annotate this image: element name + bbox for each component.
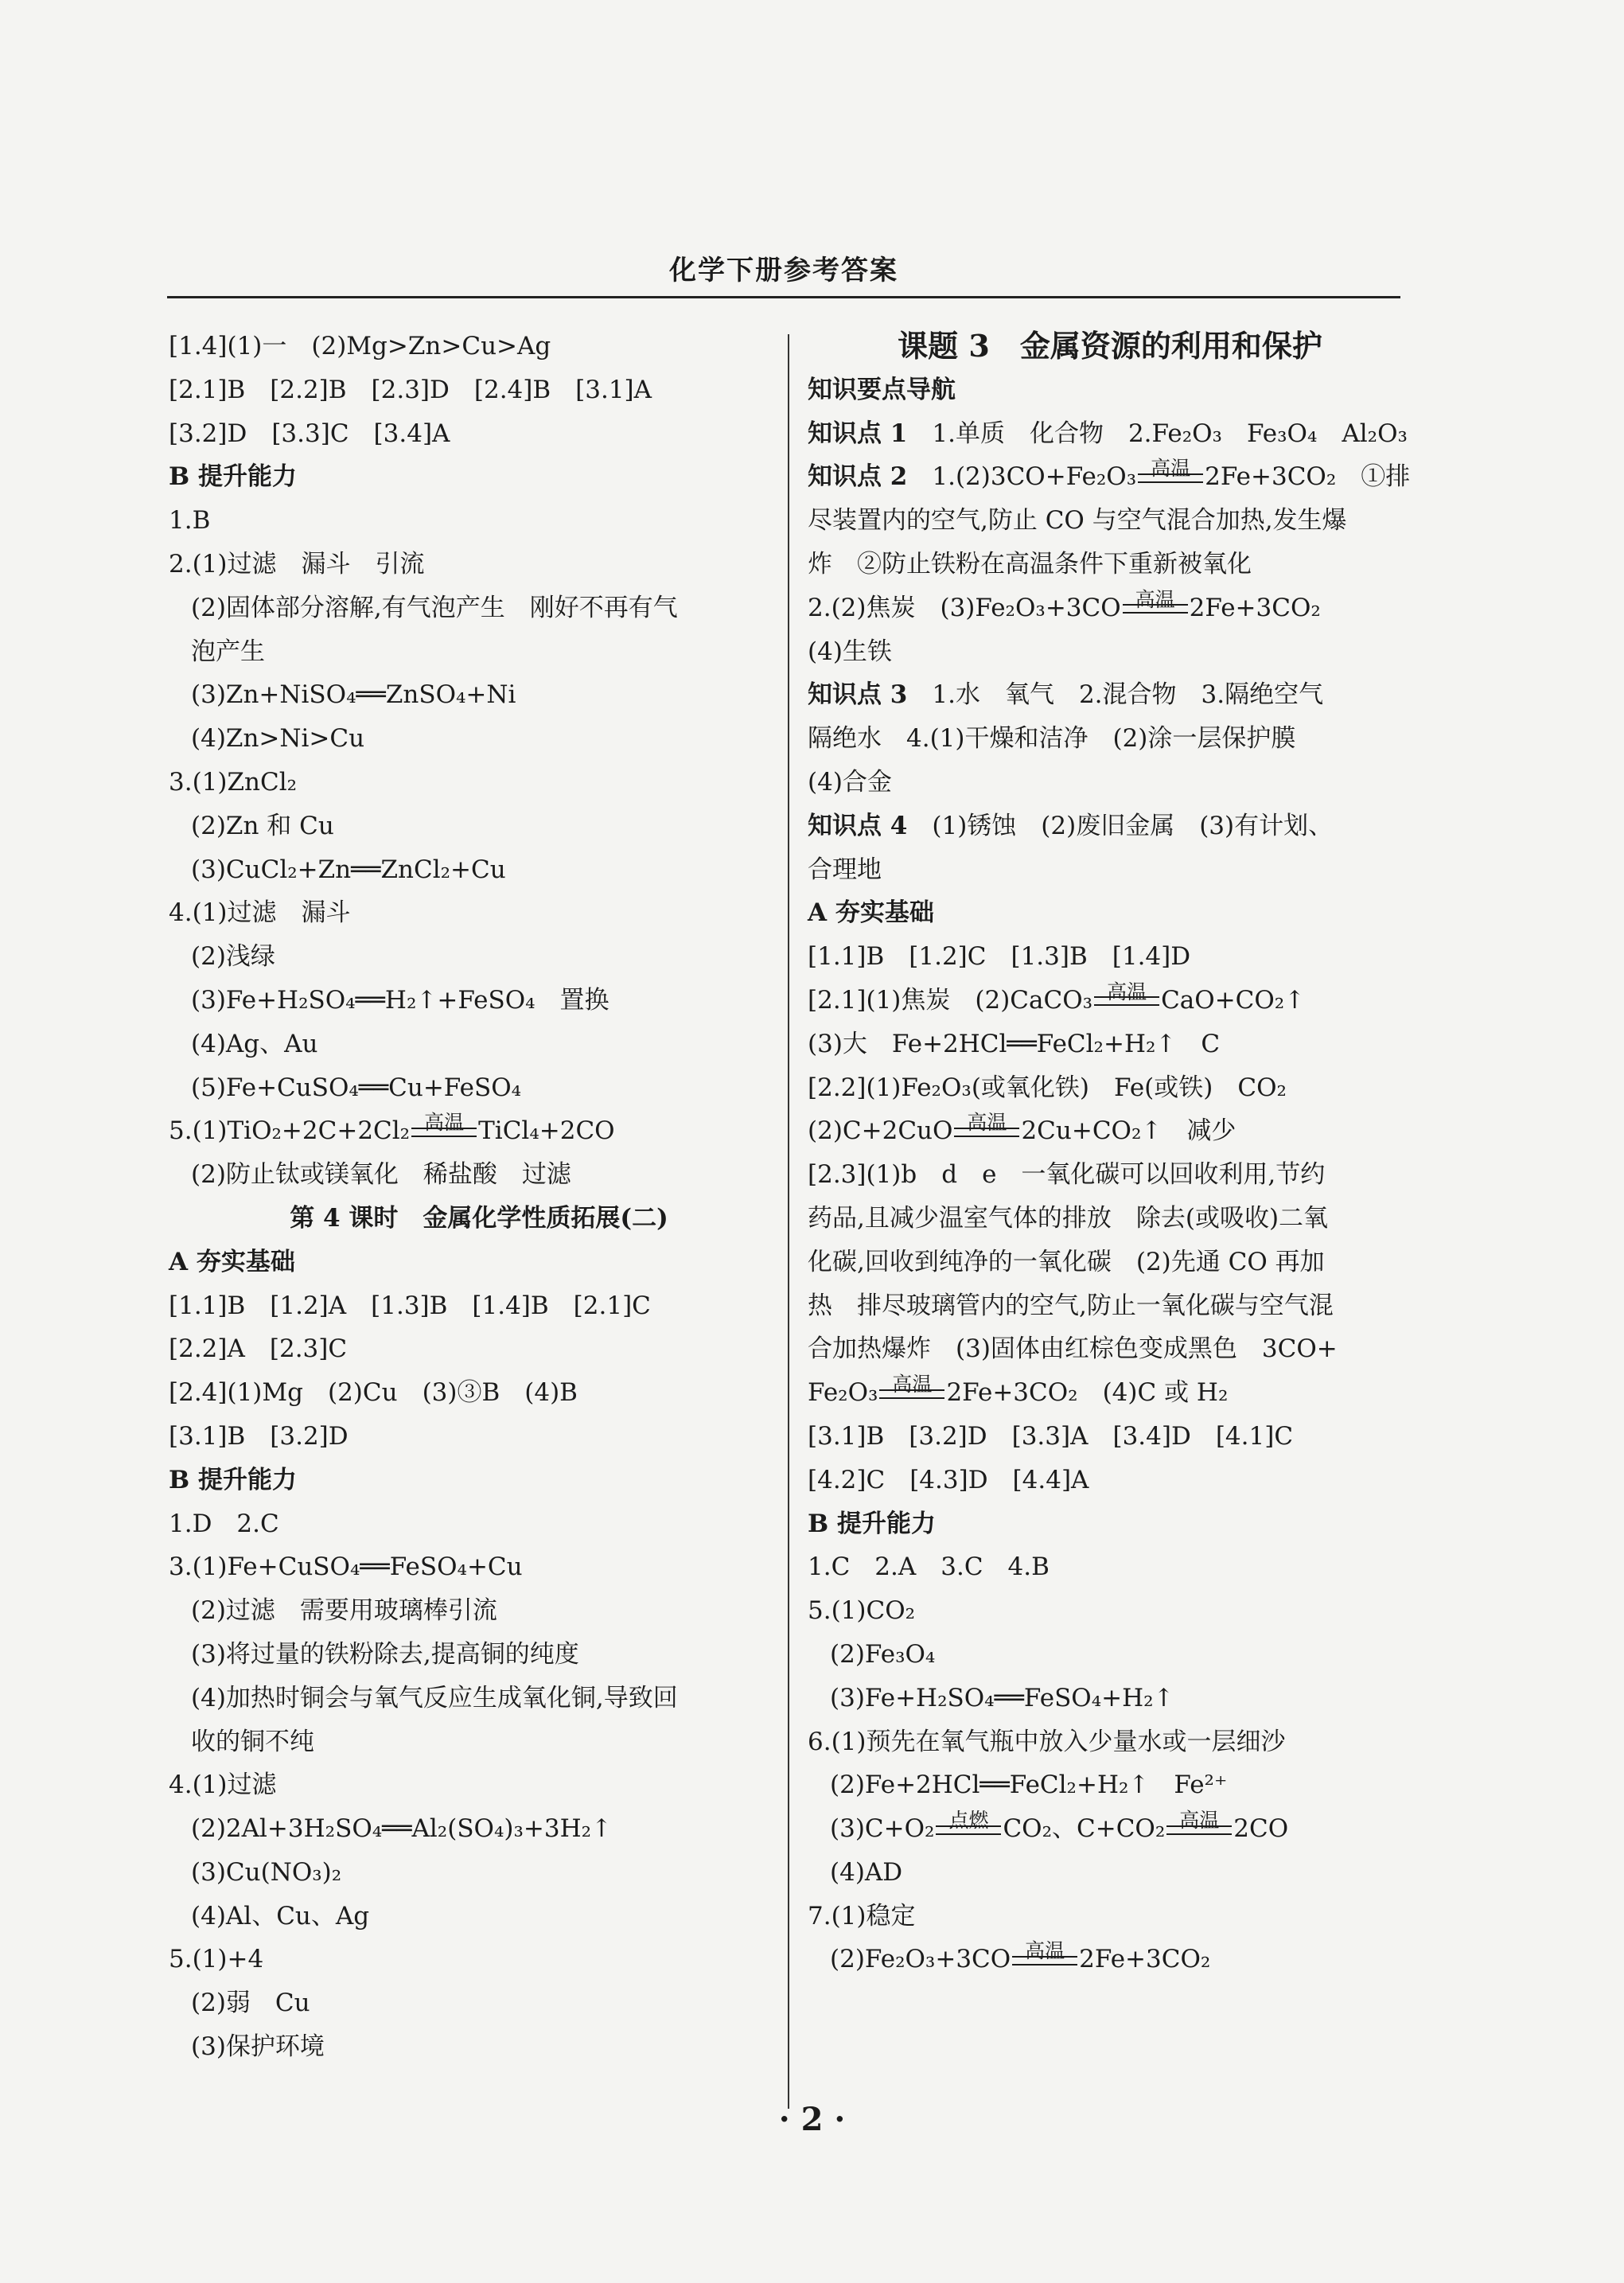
answer-line xyxy=(169,543,789,586)
answer-line xyxy=(169,1459,789,1502)
answer-line xyxy=(808,586,1412,630)
answer-text: A 夯实基础 xyxy=(808,898,934,928)
answer-text: (4)合金 xyxy=(808,767,892,797)
answer-text: (3)将过量的铁粉除去,提高铜的纯度 xyxy=(191,1639,579,1669)
answer-line xyxy=(169,1284,789,1328)
reaction-condition-label: 高温 xyxy=(1151,457,1191,481)
answer-line xyxy=(808,891,1412,935)
answer-line xyxy=(169,891,789,935)
answer-text: [1.4](1)一 (2)Mg>Zn>Cu>Ag xyxy=(169,332,551,360)
reaction-condition-equals xyxy=(1165,1807,1233,1851)
answer-text: 第 4 课时 金属化学性质拓展(二) xyxy=(290,1203,668,1233)
answer-text: 5.(1)CO₂ xyxy=(808,1596,916,1626)
answer-line xyxy=(808,1241,1412,1284)
reaction-condition-label: 高温 xyxy=(1107,980,1147,1003)
reaction-condition-equals xyxy=(878,1371,946,1415)
answer-text: (3)C+O₂ xyxy=(830,1814,935,1844)
answer-text: 2Cu+CO₂↑ 减少 xyxy=(1021,1116,1236,1146)
answer-line xyxy=(169,761,789,805)
right-column xyxy=(808,325,1412,1981)
answer-text: (3)大 Fe+2HCl══FeCl₂+H₂↑ C xyxy=(808,1029,1221,1058)
answer-line xyxy=(169,630,789,674)
answer-text: 知识点 2 1.(2)3CO+Fe₂O₃ xyxy=(808,462,1137,492)
answer-text: [1.1]B [1.2]A [1.3]B [1.4]B [2.1]C xyxy=(169,1291,651,1320)
answer-line xyxy=(808,717,1412,761)
answer-line xyxy=(808,1851,1412,1895)
answer-line xyxy=(808,1153,1412,1197)
answer-line xyxy=(808,325,1412,368)
answer-line xyxy=(169,368,789,412)
answer-text: (3)Cu(NO₃)₂ xyxy=(191,1857,342,1887)
answer-text: 6.(1)预先在氧气瓶中放入少量水或一层细沙 xyxy=(808,1727,1286,1756)
answer-text: 热 排尽玻璃管内的空气,防止一氧化碳与空气混 xyxy=(808,1291,1334,1320)
answer-text: [2.1]B [2.2]B [2.3]D [2.4]B [3.1]A xyxy=(169,375,652,404)
answer-text: 2Fe+3CO₂ xyxy=(1189,593,1321,622)
page-header-title: 化学下册参考答案 xyxy=(669,255,898,286)
answer-text: (4)Zn>Ni>Cu xyxy=(191,724,365,754)
answer-line xyxy=(169,1241,789,1284)
answer-line xyxy=(169,1677,789,1720)
answer-text: 炸 ②防止铁粉在高温条件下重新被氧化 xyxy=(808,549,1252,579)
answer-text: Fe₂O₃ xyxy=(808,1378,878,1408)
answer-line xyxy=(169,1371,789,1415)
answer-text: 知识点 4 (1)锈蚀 (2)废旧金属 (3)有计划、 xyxy=(808,811,1334,840)
answer-text: A 夯实基础 xyxy=(169,1247,295,1276)
answer-text: 7.(1)稳定 xyxy=(808,1901,916,1930)
answer-line xyxy=(808,412,1412,456)
answer-line xyxy=(169,1502,789,1546)
answer-line xyxy=(169,1633,789,1677)
answer-text: 5.(1)+4 xyxy=(169,1945,264,1974)
answer-line xyxy=(169,1851,789,1895)
answer-line xyxy=(808,1023,1412,1066)
answer-text: 隔绝水 4.(1)干燥和洁净 (2)涂一层保护膜 xyxy=(808,724,1296,754)
answer-line xyxy=(169,1807,789,1851)
answer-text: 知识点 1 1.单质 化合物 2.Fe₂O₃ Fe₃O₄ Al₂O₃ xyxy=(808,419,1408,448)
answer-text: 合理地 xyxy=(808,855,882,884)
answer-line xyxy=(169,1545,789,1589)
answer-text: (2)Fe+2HCl══FeCl₂+H₂↑ Fe²⁺ xyxy=(830,1771,1228,1800)
answer-line xyxy=(169,499,789,543)
answer-text: 5.(1)TiO₂+2C+2Cl₂ xyxy=(169,1116,411,1146)
answer-line xyxy=(169,848,789,892)
answer-line xyxy=(169,325,789,368)
answer-text: (4)加热时铜会与氧气反应生成氧化铜,导致回 xyxy=(191,1683,678,1712)
answer-text: 2Fe+3CO₂ ①排 xyxy=(1205,462,1411,492)
answer-line xyxy=(808,1371,1412,1415)
answer-text: (2)Zn 和 Cu xyxy=(191,811,334,840)
answer-text: 2Fe+3CO₂ xyxy=(1079,1945,1211,1974)
reaction-condition-label: 高温 xyxy=(1179,1808,1220,1832)
answer-line xyxy=(808,1763,1412,1807)
answer-line xyxy=(169,1938,789,1981)
answer-line xyxy=(808,848,1412,892)
answer-text: 2.(2)焦炭 (3)Fe₂O₃+3CO xyxy=(808,593,1121,622)
answer-line xyxy=(169,717,789,761)
answer-line xyxy=(169,1197,789,1241)
answer-line xyxy=(808,455,1412,499)
answer-line xyxy=(169,1023,789,1066)
answer-text: 知识要点导航 xyxy=(808,375,956,404)
column-divider xyxy=(788,334,789,2109)
answer-line xyxy=(808,543,1412,586)
answer-text: [4.2]C [4.3]D [4.4]A xyxy=(808,1465,1089,1494)
answer-text: (2)浅绿 xyxy=(191,942,275,972)
answer-text: 尽装置内的空气,防止 CO 与空气混合加热,发生爆 xyxy=(808,506,1347,536)
answer-line xyxy=(808,1284,1412,1328)
reaction-condition-label: 高温 xyxy=(892,1372,933,1396)
answer-text: (2)Fe₂O₃+3CO xyxy=(830,1945,1011,1974)
answer-line xyxy=(808,1415,1412,1459)
reaction-condition-equals xyxy=(1121,586,1190,630)
answer-text: [3.1]B [3.2]D xyxy=(169,1421,349,1451)
reaction-condition-label: 高温 xyxy=(1135,587,1175,611)
answer-line xyxy=(169,455,789,499)
answer-line xyxy=(169,1109,789,1153)
answer-text: [3.1]B [3.2]D [3.3]A [3.4]D [4.1]C xyxy=(808,1421,1294,1451)
header-rule xyxy=(167,296,1400,298)
answer-text: (3)CuCl₂+Zn══ZnCl₂+Cu xyxy=(191,855,506,884)
answer-text: 收的铜不纯 xyxy=(191,1727,314,1756)
answer-text: 药品,且减少温室气体的排放 除去(或吸收)二氧 xyxy=(808,1203,1329,1233)
answer-text: 4.(1)过滤 漏斗 xyxy=(169,898,351,928)
answer-line xyxy=(808,1633,1412,1677)
reaction-condition-equals xyxy=(1136,455,1205,499)
answer-text: (2)固体部分溶解,有气泡产生 刚好不再有气 xyxy=(191,593,678,622)
answer-line xyxy=(808,761,1412,805)
answer-line xyxy=(169,1415,789,1459)
answer-line xyxy=(808,673,1412,717)
answer-text: (2)2Al+3H₂SO₄══Al₂(SO₄)₃+3H₂↑ xyxy=(191,1814,613,1844)
answer-text: [3.2]D [3.3]C [3.4]A xyxy=(169,419,450,448)
left-column xyxy=(169,325,789,2069)
answer-text: 合加热爆炸 (3)固体由红棕色变成黑色 3CO+ xyxy=(808,1334,1338,1364)
answer-line xyxy=(808,1589,1412,1633)
answer-text: [2.2]A [2.3]C xyxy=(169,1334,348,1364)
answer-line xyxy=(808,805,1412,848)
answer-line xyxy=(169,412,789,456)
answer-line xyxy=(169,673,789,717)
answer-text: 1.C 2.A 3.C 4.B xyxy=(808,1553,1050,1582)
answer-line xyxy=(169,1763,789,1807)
answer-line xyxy=(808,1197,1412,1241)
answer-line xyxy=(808,1807,1412,1851)
answer-text: (4)Ag、Au xyxy=(191,1029,318,1058)
reaction-condition-label: 点燃 xyxy=(948,1808,989,1832)
reaction-condition-label: 高温 xyxy=(967,1111,1007,1135)
reaction-condition-equals xyxy=(952,1109,1021,1153)
answer-text: (4)生铁 xyxy=(808,637,892,666)
answer-text: (3)Fe+H₂SO₄══FeSO₄+H₂↑ xyxy=(830,1683,1174,1712)
answer-text: (2)弱 Cu xyxy=(191,1989,310,2018)
answer-text: (4)Al、Cu、Ag xyxy=(191,1901,370,1930)
answer-line xyxy=(169,1066,789,1110)
answer-line xyxy=(808,1066,1412,1110)
answer-line xyxy=(169,1327,789,1371)
answer-line xyxy=(169,2025,789,2069)
answer-text: (2)Fe₃O₄ xyxy=(830,1639,936,1669)
answer-text: [2.2](1)Fe₂O₃(或氧化铁) Fe(或铁) CO₂ xyxy=(808,1073,1287,1102)
answer-text: 1.D 2.C xyxy=(169,1509,279,1538)
answer-text: (2)C+2CuO xyxy=(808,1116,953,1146)
answer-line xyxy=(169,935,789,979)
answer-text: 2.(1)过滤 漏斗 引流 xyxy=(169,549,425,579)
answer-text: 知识点 3 1.水 氧气 2.混合物 3.隔绝空气 xyxy=(808,680,1324,710)
answer-line xyxy=(169,805,789,848)
answer-line xyxy=(808,979,1412,1023)
answer-text: CaO+CO₂↑ xyxy=(1161,985,1306,1015)
reaction-condition-label: 高温 xyxy=(424,1111,465,1135)
answer-line xyxy=(808,1545,1412,1589)
answer-text: [2.3](1)b d e 一氧化碳可以回收利用,节约 xyxy=(808,1160,1326,1190)
answer-text: (3)保护环境 xyxy=(191,2032,325,2062)
answer-line xyxy=(808,935,1412,979)
answer-text: 1.B xyxy=(169,506,211,536)
answer-line xyxy=(808,1327,1412,1371)
answer-text: 3.(1)Fe+CuSO₄══FeSO₄+Cu xyxy=(169,1553,523,1582)
answer-text: B 提升能力 xyxy=(169,1465,297,1494)
answer-text: (3)Zn+NiSO₄══ZnSO₄+Ni xyxy=(191,680,516,710)
answer-text: 2Fe+3CO₂ (4)C 或 H₂ xyxy=(946,1378,1229,1408)
answer-text: B 提升能力 xyxy=(808,1509,936,1538)
answer-line xyxy=(808,630,1412,674)
answer-line xyxy=(808,1677,1412,1720)
answer-line xyxy=(808,1938,1412,1981)
answer-text: 3.(1)ZnCl₂ xyxy=(169,767,298,797)
answer-line xyxy=(169,979,789,1023)
answer-text: 4.(1)过滤 xyxy=(169,1771,277,1800)
answer-line xyxy=(169,586,789,630)
answer-line xyxy=(808,1895,1412,1938)
reaction-condition-equals xyxy=(934,1807,1003,1851)
answer-text: 2CO xyxy=(1233,1814,1289,1844)
answer-text: (4)AD xyxy=(830,1857,903,1887)
answer-text: TiCl₄+2CO xyxy=(478,1116,615,1146)
answer-text: 课题 3 金属资源的利用和保护 xyxy=(898,328,1322,364)
reaction-condition-equals xyxy=(1011,1938,1079,1981)
answer-text: (2)过滤 需要用玻璃棒引流 xyxy=(191,1596,497,1626)
answer-line xyxy=(808,1459,1412,1502)
answer-line xyxy=(169,1981,789,2025)
answer-text: 化碳,回收到纯净的一氧化碳 (2)先通 CO 再加 xyxy=(808,1247,1325,1276)
reaction-condition-equals xyxy=(1092,979,1161,1023)
answer-text: [2.1](1)焦炭 (2)CaCO₃ xyxy=(808,985,1093,1015)
answer-line xyxy=(808,1720,1412,1764)
answer-line xyxy=(169,1720,789,1764)
answer-line xyxy=(808,368,1412,412)
answer-line xyxy=(169,1589,789,1633)
reaction-condition-equals xyxy=(410,1109,478,1153)
answer-text: 泡产生 xyxy=(191,637,265,666)
answer-text: [1.1]B [1.2]C [1.3]B [1.4]D xyxy=(808,942,1191,972)
answer-text: (2)防止钛或镁氧化 稀盐酸 过滤 xyxy=(191,1160,571,1190)
answer-text: B 提升能力 xyxy=(169,462,297,492)
answer-text: (5)Fe+CuSO₄══Cu+FeSO₄ xyxy=(191,1073,522,1102)
answer-line xyxy=(169,1895,789,1938)
answer-line xyxy=(808,1502,1412,1546)
answer-line xyxy=(169,1153,789,1197)
page-number: · 2 · xyxy=(778,2101,846,2138)
reaction-condition-label: 高温 xyxy=(1025,1939,1065,1963)
answer-line xyxy=(808,1109,1412,1153)
answer-text: CO₂、C+CO₂ xyxy=(1003,1814,1166,1844)
answer-text: [2.4](1)Mg (2)Cu (3)③B (4)B xyxy=(169,1378,578,1408)
answer-line xyxy=(808,499,1412,543)
answer-text: (3)Fe+H₂SO₄══H₂↑+FeSO₄ 置换 xyxy=(191,985,609,1015)
